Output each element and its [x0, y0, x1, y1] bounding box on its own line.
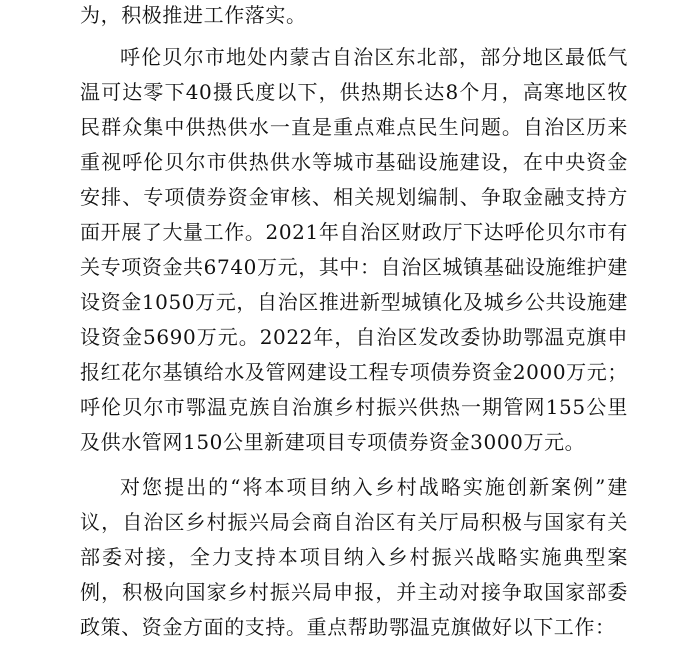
paragraph-hulunbuir-heating: 呼伦贝尔市地处内蒙古自治区东北部，部分地区最低气温可达零下40摄氏度以下，供热期长达8个月，高寒地区牧民群众集中供热供水一直是重点难点民生问题。自治区历来重视呼伦贝尔市供热供水等城市基础设施建设，在中央资金安排、专项债券资金审核、相关规划编制、争取金融支持方面开展了大量工作。2021年自治区财政厅下达呼伦贝尔市有关专项资金共6740万元，其中：自治区城镇基础设施维护建设资金1050万元，自治区推进新型城镇化及城乡公共设施建设资金5690万元。2022年，自治区发改委协助鄂温克旗申报红花尔基镇给水及管网建设工程专项债券资金2000万元；呼伦贝尔市鄂温克族自治旗乡村振兴供热一期管网155公里及供水管网150公里新建项目专项债券资金3000万元。 [80, 45, 628, 454]
document-body [80, 0, 628, 645]
paragraph-rural-revitalization: 对您提出的“将本项目纳入乡村战略实施创新案例”建议，自治区乡村振兴局会商自治区有关厅局积极与国家有关部委对接，全力支持本项目纳入乡村振兴战略实施典型案例，积极向国家乡村振兴局申报，并主动对接争取国家部委政策、资金方面的支持。重点帮助鄂温克旗做好以下工作： [80, 475, 628, 639]
paragraph-continuation: 为，积极推进工作落实。 [80, 3, 307, 27]
